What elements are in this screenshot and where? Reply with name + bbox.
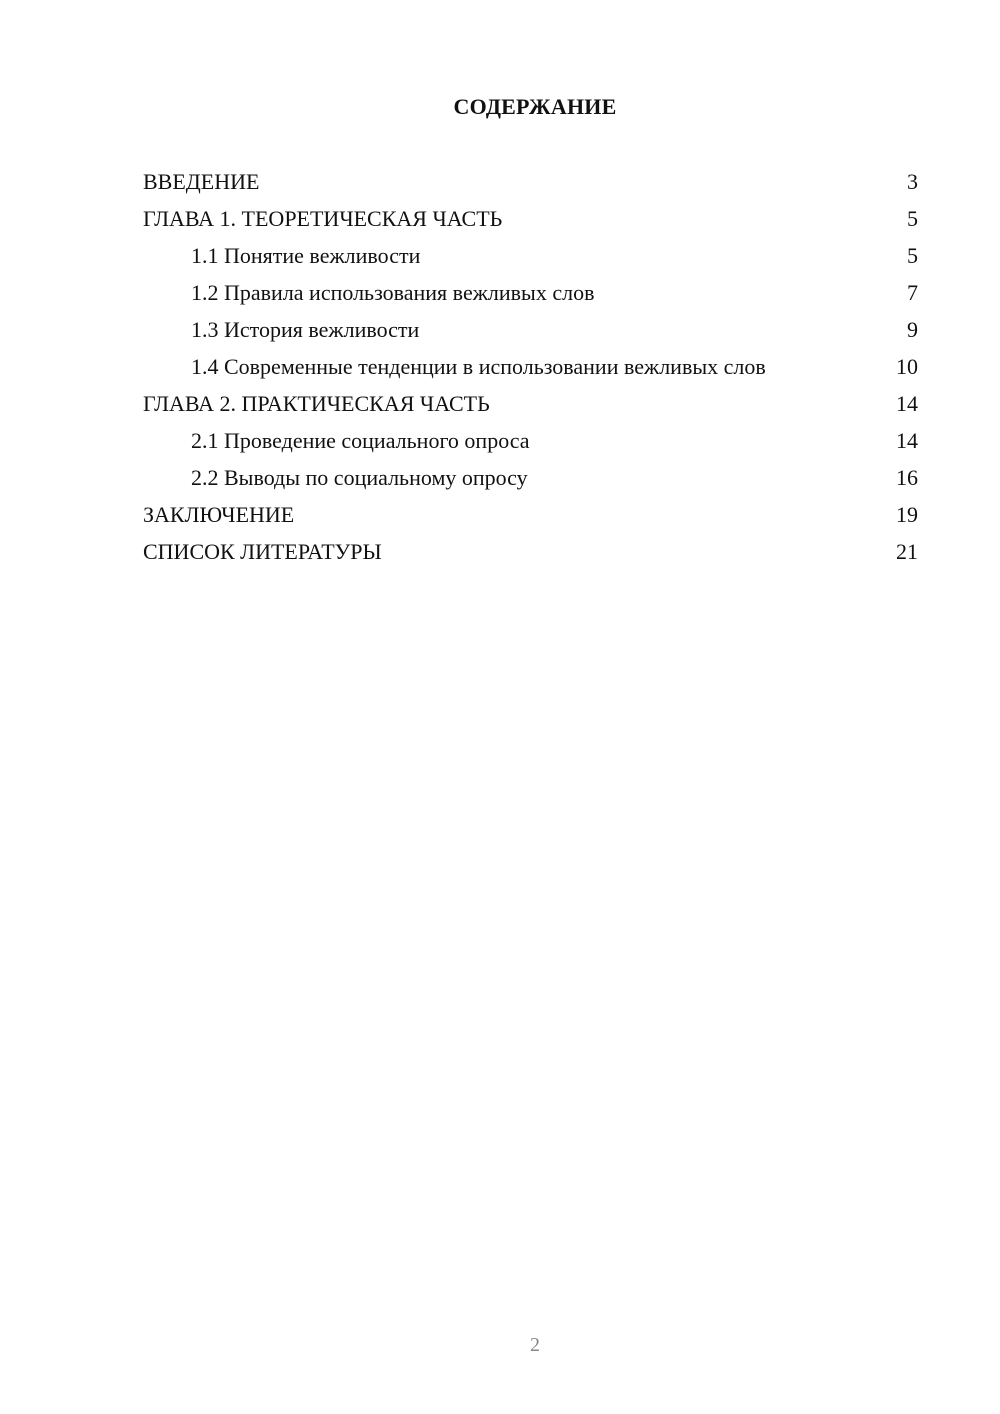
toc-entry-conclusion[interactable] — [143, 501, 918, 529]
toc-entry-chapter-1[interactable] — [143, 205, 918, 233]
toc-entry-chapter-2[interactable] — [143, 390, 918, 418]
toc-entry-label: 1.1 Понятие вежливости — [191, 243, 421, 268]
toc-entry-label: ВВЕДЕНИЕ — [143, 169, 260, 194]
toc-entry-page: 5 — [907, 206, 918, 231]
toc-entry-page: 14 — [896, 428, 918, 453]
page-number: 2 — [530, 1334, 540, 1356]
toc-entry-introduction[interactable] — [143, 168, 918, 196]
toc-entry-label: 1.4 Современные тенденции в использовании вежливых слов — [191, 354, 766, 379]
toc-entry-section-1-2[interactable] — [143, 279, 918, 307]
toc-entry-page: 10 — [896, 354, 918, 379]
toc-entry-label: 1.3 История вежливости — [191, 317, 420, 342]
toc-entry-page: 21 — [896, 539, 918, 564]
toc-entry-page: 14 — [896, 391, 918, 416]
toc-entry-page: 3 — [907, 169, 918, 194]
toc-entry-page: 16 — [896, 465, 918, 490]
toc-entry-page: 19 — [896, 502, 918, 527]
toc-entry-page: 5 — [907, 243, 918, 268]
toc-entry-section-1-4[interactable] — [143, 353, 918, 381]
toc-entry-label: ГЛАВА 1. ТЕОРЕТИЧЕСКАЯ ЧАСТЬ — [143, 206, 503, 231]
toc-entry-label: ГЛАВА 2. ПРАКТИЧЕСКАЯ ЧАСТЬ — [143, 391, 490, 416]
toc-entry-page: 7 — [907, 280, 918, 305]
toc-entry-label: ЗАКЛЮЧЕНИЕ — [143, 502, 295, 527]
toc-entry-label: 2.2 Выводы по социальному опросу — [191, 465, 528, 490]
toc-entry-section-2-2[interactable] — [143, 464, 918, 492]
toc-entry-label: 2.1 Проведение социального опроса — [191, 428, 530, 453]
toc-entry-section-1-3[interactable] — [143, 316, 918, 344]
toc-entry-label: СПИСОК ЛИТЕРАТУРЫ — [143, 539, 382, 564]
toc-entry-page: 9 — [907, 317, 918, 342]
toc-entry-label: 1.2 Правила использования вежливых слов — [191, 280, 595, 305]
toc-entry-section-2-1[interactable] — [143, 427, 918, 455]
toc-entry-section-1-1[interactable] — [143, 242, 918, 270]
page-title: СОДЕРЖАНИЕ — [453, 94, 617, 119]
toc-entry-references[interactable] — [143, 538, 918, 566]
table-of-contents — [143, 168, 918, 575]
